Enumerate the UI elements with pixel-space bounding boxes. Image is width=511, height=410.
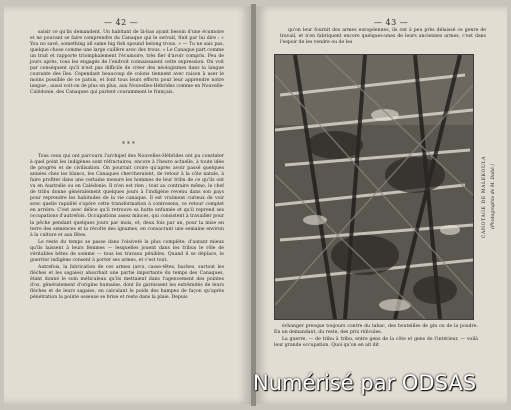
paragraph: saisir ce qu'ils demandent. Un habitant de là-bas ayant besoin d'une écumoire et ne pouvant se faire comprendre du Canaque qui le servait, finit par lui dire : « You no savé, something all same big fish spound belong trous. » — Tu ne sais pas, quelque chose comme une large cuillère avec des trous. » Le Canaque part comme un trait et rapporte triomphalement l'écumoire, très fier d'avoir compris. Peu de jours après, tous les engagés de l'endroit connaissaient cette expression. On voit par conséquent qu'il n'est pas difficile de créer des néologismes dans la langue courante des îles. Cependant beaucoup de colons tiennent avec raison à user le moins possible de ce patois, et font tous leurs efforts pour leur apprendre notre langue ; aussi voit-on de plus en plus, aux Nouvelles-Hébrides comme en Nouvelle-Calédonie, des Canaques qui parlent couramment le français. <box>30 30 224 96</box>
caption-title: CANOTAGE DE MALEKOULA <box>482 156 487 239</box>
paragraph: Autrefois, la fabrication de ces armes (arcs, casse-têtes, haches, surtout les flèches et les sagaies) absorbait une partie importante du temps des Canaques, étant donné le soin méticuleux qu'ils mettaient dans l'agencement des pointes d'os, généralement d'origine humaine, dont ils garnissent les extrémités de leurs flèches et de leurs sagaies, en calculant le poids des hampes de façon qu'après pénétration la pointe osseuse se brise et reste dans la plaie. Depuis <box>30 264 224 301</box>
page-number: — 42 — <box>104 18 139 27</box>
paragraph: échanger presque toujours contre du tabac, des bouteilles de gin ou de la poudre. En un demandant, du reste, des prix ridicules. <box>274 324 478 336</box>
photo-caption <box>476 156 506 276</box>
body-text <box>30 154 224 302</box>
page-number: — 43 — <box>374 18 409 27</box>
paragraph: Le reste du temps se passe dans l'oisiveté la plus complète, d'autant mieux qu'ils laissent à leurs femmes — lesquelles jouent dans les tribus le rôle de véritables bêtes de somme — tous les travaux pénibles. Quand il se déplace, le guerrier indigène consent à porter ses armes, et c'est tout. <box>30 239 224 263</box>
paragraph: qu'on leur fournit des armes européennes, ils ont à peu près délaissé ce genre de travail, et n'en fabriquent encore quelques-unes de leurs anciennes armes, c'est dans l'espoir de les vendre ou de les <box>280 28 486 46</box>
left-page <box>4 6 251 404</box>
body-text <box>280 28 486 47</box>
paragraph: Tous ceux qui ont parcouru l'archipel des Nouvelles-Hébrides ont pu constater à quel point les indigènes sont réfractaires, encore à l'heure actuelle, à toute idée de progrès et de civilisation. On pourrait croire qu'après avoir passé quelques années chez les blancs, les Canaques chercheraient, de retour à la côte natale, à faire profiter dans une certaine mesure les hommes de leur tribu de ce qu'ils ont vu en Australie ou en Calédonie. Il n'en est rien ; tout au contraire même, le chef de tribu donne généralement quelques jours à l'indigène revenu dans son pays pour reprendre les habitudes de la vie canaque. Il est vraiment curieux de voir avec quelle rapidité s'opère cette transformation à contresens, ce retour complet en arrière. C'est avec délice qu'il retrouve sa hutte enfumée et qu'il reprend ses occupations d'autrefois. Occupations assez minces, qui consistent à travailler pour la pêche pendant quelques jours par mois, et, deux fois par an, pour la mise en terre des semences et la récolte des ignames, en consacrant une semaine environ à la culture et aux fêtes. <box>30 154 224 238</box>
section-separator: * * * <box>122 141 135 148</box>
caption-credit: (Photographie de M. Dubé.) <box>491 164 496 229</box>
halftone-photograph <box>274 54 474 320</box>
digitization-watermark: Numérisé par ODSAS <box>253 371 477 395</box>
body-text <box>30 30 224 98</box>
paragraph: La guerre, — de tribu à tribu, entre gens de la côte et gens de l'intérieur, — voilà leur grande occupation. Quoi qu'on en ait dit <box>274 337 478 349</box>
right-page <box>256 6 507 404</box>
body-text <box>274 324 478 350</box>
